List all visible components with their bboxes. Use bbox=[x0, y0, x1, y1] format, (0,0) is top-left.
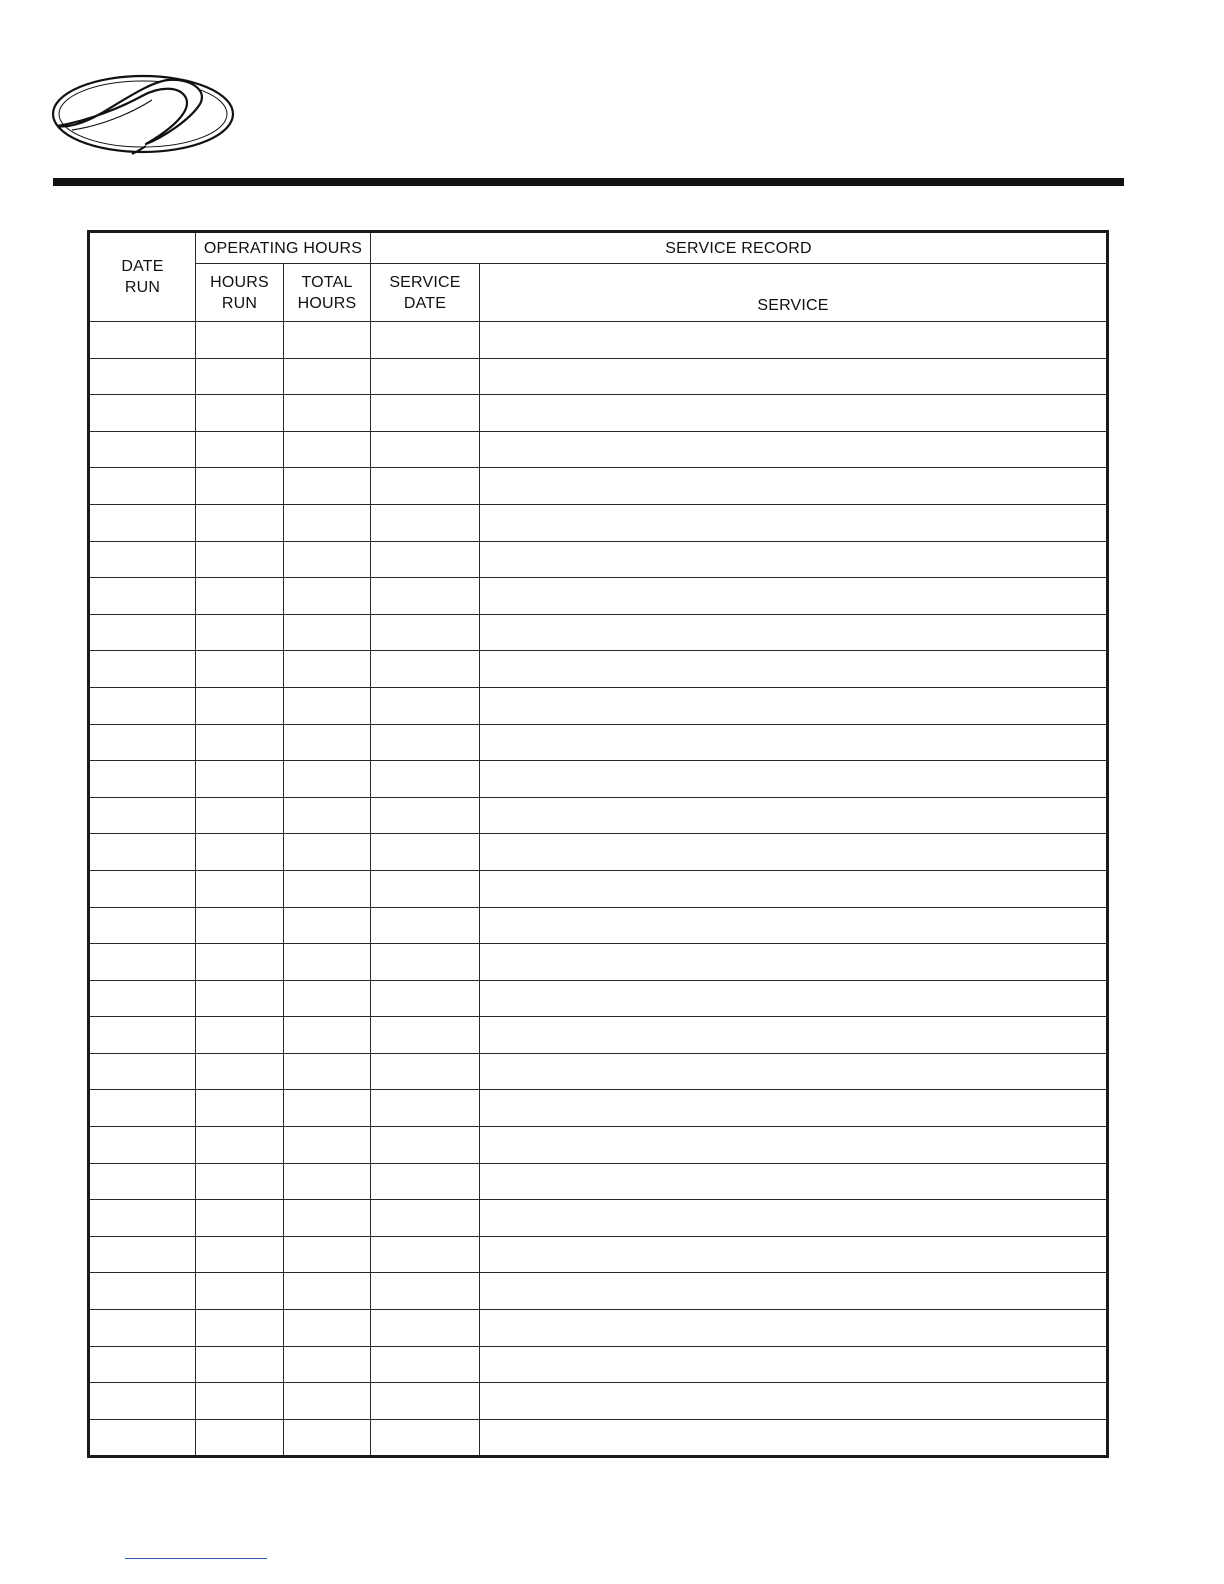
service-cell bbox=[480, 395, 1108, 432]
date-run-cell bbox=[89, 944, 196, 981]
date-run-cell bbox=[89, 1053, 196, 1090]
date-run-cell bbox=[89, 1236, 196, 1273]
hours-run-cell bbox=[196, 1090, 284, 1127]
hours-run-cell bbox=[196, 1017, 284, 1054]
table-row bbox=[89, 1163, 1108, 1200]
column-header-hours-run bbox=[196, 264, 284, 322]
service-date-cell bbox=[371, 1310, 480, 1347]
table-row bbox=[89, 687, 1108, 724]
total-hours-cell bbox=[284, 870, 371, 907]
service-date-cell bbox=[371, 1273, 480, 1310]
service-cell bbox=[480, 1236, 1108, 1273]
service-date-cell bbox=[371, 1017, 480, 1054]
service-cell bbox=[480, 1127, 1108, 1164]
service-date-cell bbox=[371, 578, 480, 615]
hours-run-cell bbox=[196, 614, 284, 651]
service-cell bbox=[480, 797, 1108, 834]
service-cell bbox=[480, 1310, 1108, 1347]
total-hours-cell bbox=[284, 907, 371, 944]
date-run-cell bbox=[89, 614, 196, 651]
hours-run-cell bbox=[196, 541, 284, 578]
table-row bbox=[89, 1053, 1108, 1090]
table-row bbox=[89, 1273, 1108, 1310]
table-row bbox=[89, 907, 1108, 944]
total-hours-cell bbox=[284, 1346, 371, 1383]
header-divider-rule bbox=[53, 178, 1124, 186]
total-hours-cell bbox=[284, 1419, 371, 1457]
service-cell bbox=[480, 870, 1108, 907]
service-cell bbox=[480, 1017, 1108, 1054]
service-date-cell bbox=[371, 322, 480, 359]
date-run-cell bbox=[89, 1200, 196, 1237]
hours-run-cell bbox=[196, 1310, 284, 1347]
service-cell bbox=[480, 651, 1108, 688]
date-run-cell bbox=[89, 395, 196, 432]
column-header-line: DATE bbox=[403, 294, 447, 312]
total-hours-cell bbox=[284, 395, 371, 432]
table-row bbox=[89, 504, 1108, 541]
date-run-cell bbox=[89, 870, 196, 907]
table-row bbox=[89, 431, 1108, 468]
column-header-line: RUN bbox=[124, 279, 161, 296]
total-hours-cell bbox=[284, 322, 371, 359]
hours-run-cell bbox=[196, 431, 284, 468]
total-hours-cell bbox=[284, 651, 371, 688]
date-run-cell bbox=[89, 504, 196, 541]
table-row bbox=[89, 358, 1108, 395]
service-date-cell bbox=[371, 724, 480, 761]
hours-run-cell bbox=[196, 834, 284, 871]
total-hours-cell bbox=[284, 724, 371, 761]
service-date-cell bbox=[371, 761, 480, 798]
table-row bbox=[89, 322, 1108, 359]
group-header-row bbox=[89, 232, 1108, 264]
service-date-cell bbox=[371, 980, 480, 1017]
column-header-line: DATE bbox=[121, 258, 164, 275]
service-cell bbox=[480, 431, 1108, 468]
total-hours-cell bbox=[284, 1017, 371, 1054]
total-hours-cell bbox=[284, 761, 371, 798]
service-date-cell bbox=[371, 541, 480, 578]
table-row bbox=[89, 395, 1108, 432]
service-date-cell bbox=[371, 431, 480, 468]
date-run-cell bbox=[89, 1419, 196, 1457]
column-header-line: HOURS bbox=[297, 294, 357, 312]
hours-run-cell bbox=[196, 468, 284, 505]
service-date-cell bbox=[371, 1346, 480, 1383]
total-hours-cell bbox=[284, 1310, 371, 1347]
service-cell bbox=[480, 1346, 1108, 1383]
total-hours-cell bbox=[284, 468, 371, 505]
date-run-cell bbox=[89, 724, 196, 761]
total-hours-cell bbox=[284, 1053, 371, 1090]
table-row bbox=[89, 834, 1108, 871]
column-header-service-date bbox=[371, 264, 480, 322]
service-cell bbox=[480, 761, 1108, 798]
footer-link-underline bbox=[125, 1558, 267, 1559]
service-cell bbox=[480, 578, 1108, 615]
service-cell bbox=[480, 1383, 1108, 1420]
table-row bbox=[89, 724, 1108, 761]
hours-run-cell bbox=[196, 1053, 284, 1090]
service-cell bbox=[480, 724, 1108, 761]
table-row bbox=[89, 980, 1108, 1017]
service-date-cell bbox=[371, 1236, 480, 1273]
column-header-line: HOURS bbox=[210, 273, 269, 291]
hours-run-cell bbox=[196, 651, 284, 688]
oval-swoosh-logo-icon bbox=[50, 68, 236, 160]
service-date-cell bbox=[371, 907, 480, 944]
total-hours-cell bbox=[284, 1200, 371, 1237]
service-cell bbox=[480, 1419, 1108, 1457]
service-date-cell bbox=[371, 834, 480, 871]
hours-run-cell bbox=[196, 504, 284, 541]
total-hours-cell bbox=[284, 1127, 371, 1164]
service-cell bbox=[480, 1273, 1108, 1310]
table-row bbox=[89, 1200, 1108, 1237]
service-date-cell bbox=[371, 395, 480, 432]
table-row bbox=[89, 614, 1108, 651]
service-date-cell bbox=[371, 614, 480, 651]
service-cell bbox=[480, 504, 1108, 541]
table-row bbox=[89, 1127, 1108, 1164]
total-hours-cell bbox=[284, 541, 371, 578]
date-run-cell bbox=[89, 1273, 196, 1310]
total-hours-cell bbox=[284, 1273, 371, 1310]
table-row bbox=[89, 1017, 1108, 1054]
hours-run-cell bbox=[196, 1163, 284, 1200]
service-cell bbox=[480, 358, 1108, 395]
service-date-cell bbox=[371, 1383, 480, 1420]
column-header-row bbox=[89, 264, 1108, 322]
service-cell bbox=[480, 322, 1108, 359]
total-hours-cell bbox=[284, 504, 371, 541]
table-row bbox=[89, 797, 1108, 834]
hours-run-cell bbox=[196, 1419, 284, 1457]
service-cell bbox=[480, 834, 1108, 871]
total-hours-cell bbox=[284, 834, 371, 871]
table-row bbox=[89, 1346, 1108, 1383]
hours-run-cell bbox=[196, 1127, 284, 1164]
date-run-cell bbox=[89, 578, 196, 615]
service-cell bbox=[480, 1163, 1108, 1200]
date-run-cell bbox=[89, 907, 196, 944]
service-log-table bbox=[87, 230, 1109, 1458]
column-header-date-run bbox=[89, 232, 196, 322]
total-hours-cell bbox=[284, 1236, 371, 1273]
hours-run-cell bbox=[196, 1383, 284, 1420]
total-hours-cell bbox=[284, 358, 371, 395]
table-row bbox=[89, 1090, 1108, 1127]
table-row bbox=[89, 870, 1108, 907]
service-cell bbox=[480, 980, 1108, 1017]
service-cell bbox=[480, 907, 1108, 944]
service-cell bbox=[480, 468, 1108, 505]
group-header-service-record: SERVICE RECORD bbox=[371, 232, 1108, 264]
table-row bbox=[89, 1236, 1108, 1273]
service-date-cell bbox=[371, 468, 480, 505]
date-run-cell bbox=[89, 1163, 196, 1200]
hours-run-cell bbox=[196, 1346, 284, 1383]
hours-run-cell bbox=[196, 1200, 284, 1237]
hours-run-cell bbox=[196, 797, 284, 834]
table-row bbox=[89, 944, 1108, 981]
service-log-body bbox=[89, 322, 1108, 1457]
service-cell bbox=[480, 1200, 1108, 1237]
total-hours-cell bbox=[284, 980, 371, 1017]
date-run-cell bbox=[89, 1310, 196, 1347]
column-header-line: TOTAL bbox=[301, 273, 353, 291]
service-cell bbox=[480, 1053, 1108, 1090]
total-hours-cell bbox=[284, 944, 371, 981]
column-header-total-hours bbox=[284, 264, 371, 322]
total-hours-cell bbox=[284, 614, 371, 651]
date-run-cell bbox=[89, 468, 196, 505]
table-row bbox=[89, 541, 1108, 578]
date-run-cell bbox=[89, 1383, 196, 1420]
column-header-line: SERVICE bbox=[389, 273, 461, 291]
total-hours-cell bbox=[284, 1163, 371, 1200]
date-run-cell bbox=[89, 1346, 196, 1383]
total-hours-cell bbox=[284, 1383, 371, 1420]
hours-run-cell bbox=[196, 944, 284, 981]
service-date-cell bbox=[371, 1053, 480, 1090]
hours-run-cell bbox=[196, 578, 284, 615]
service-cell bbox=[480, 614, 1108, 651]
table-row bbox=[89, 651, 1108, 688]
hours-run-cell bbox=[196, 761, 284, 798]
service-cell bbox=[480, 541, 1108, 578]
total-hours-cell bbox=[284, 1090, 371, 1127]
date-run-cell bbox=[89, 761, 196, 798]
total-hours-cell bbox=[284, 431, 371, 468]
service-date-cell bbox=[371, 651, 480, 688]
hours-run-cell bbox=[196, 395, 284, 432]
hours-run-cell bbox=[196, 724, 284, 761]
service-date-cell bbox=[371, 870, 480, 907]
table-row bbox=[89, 761, 1108, 798]
total-hours-cell bbox=[284, 578, 371, 615]
service-cell bbox=[480, 687, 1108, 724]
date-run-cell bbox=[89, 1127, 196, 1164]
date-run-cell bbox=[89, 431, 196, 468]
date-run-cell bbox=[89, 358, 196, 395]
table-row bbox=[89, 578, 1108, 615]
column-header-line: RUN bbox=[221, 294, 258, 312]
hours-run-cell bbox=[196, 1273, 284, 1310]
service-date-cell bbox=[371, 944, 480, 981]
service-date-cell bbox=[371, 1419, 480, 1457]
service-date-cell bbox=[371, 1127, 480, 1164]
group-header-operating-hours: OPERATING HOURS bbox=[196, 232, 371, 264]
date-run-cell bbox=[89, 980, 196, 1017]
hours-run-cell bbox=[196, 980, 284, 1017]
hours-run-cell bbox=[196, 907, 284, 944]
column-header-service bbox=[480, 264, 1108, 322]
column-header-line: SERVICE bbox=[757, 297, 829, 314]
table-row bbox=[89, 1310, 1108, 1347]
service-date-cell bbox=[371, 797, 480, 834]
date-run-cell bbox=[89, 1090, 196, 1127]
service-date-cell bbox=[371, 1090, 480, 1127]
service-date-cell bbox=[371, 687, 480, 724]
service-date-cell bbox=[371, 1200, 480, 1237]
date-run-cell bbox=[89, 541, 196, 578]
table-row bbox=[89, 468, 1108, 505]
date-run-cell bbox=[89, 322, 196, 359]
service-date-cell bbox=[371, 1163, 480, 1200]
table-row bbox=[89, 1383, 1108, 1420]
table-row bbox=[89, 1419, 1108, 1457]
date-run-cell bbox=[89, 651, 196, 688]
hours-run-cell bbox=[196, 1236, 284, 1273]
service-date-cell bbox=[371, 504, 480, 541]
service-cell bbox=[480, 944, 1108, 981]
total-hours-cell bbox=[284, 687, 371, 724]
total-hours-cell bbox=[284, 797, 371, 834]
service-cell bbox=[480, 1090, 1108, 1127]
date-run-cell bbox=[89, 797, 196, 834]
date-run-cell bbox=[89, 687, 196, 724]
hours-run-cell bbox=[196, 870, 284, 907]
hours-run-cell bbox=[196, 322, 284, 359]
hours-run-cell bbox=[196, 358, 284, 395]
date-run-cell bbox=[89, 834, 196, 871]
hours-run-cell bbox=[196, 687, 284, 724]
service-date-cell bbox=[371, 358, 480, 395]
date-run-cell bbox=[89, 1017, 196, 1054]
